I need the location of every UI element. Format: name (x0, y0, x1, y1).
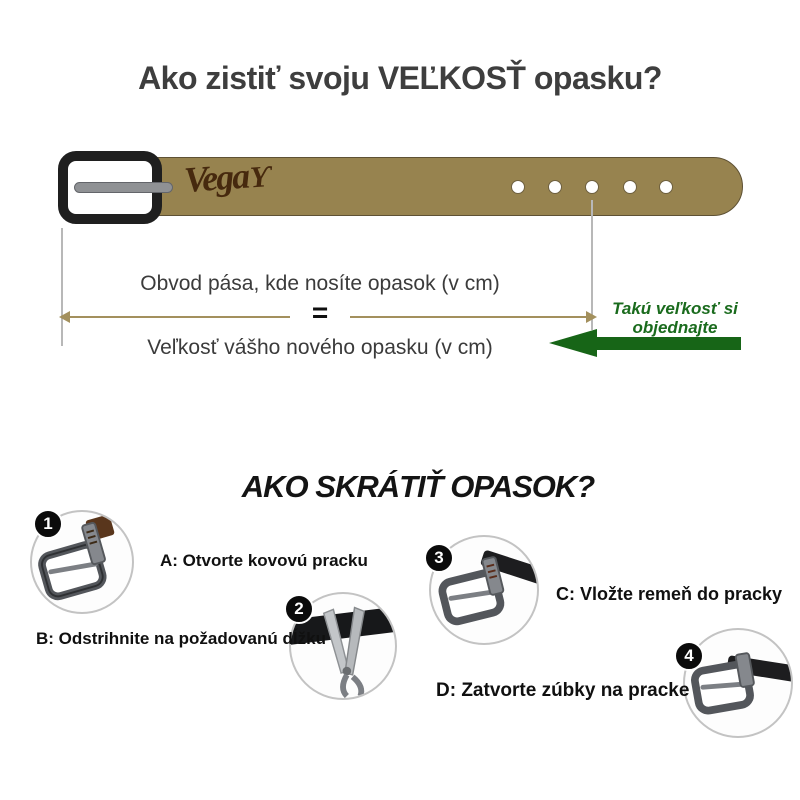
new-belt-size-label: Veľkosť vášho nového opasku (v cm) (147, 336, 493, 359)
order-arrow-icon (597, 337, 741, 350)
buckle-prong-icon (74, 182, 173, 193)
step-label-a: A: Otvorte kovovú pracku (160, 551, 368, 570)
belt-hole (511, 180, 525, 194)
waist-measure-label: Obvod pása, kde nosíte opasok (v cm) (140, 272, 500, 295)
section-title: AKO SKRÁTIŤ OPASOK? (241, 469, 595, 504)
step-number-badge-4: 4 (674, 641, 704, 671)
order-note-line1: Takú veľkosť si (612, 299, 738, 318)
belt-hole (659, 180, 673, 194)
measure-arrow-line (350, 316, 588, 318)
belt-hole (585, 180, 599, 194)
arrowhead-left-icon (59, 311, 70, 323)
order-arrowhead-icon (549, 329, 597, 357)
step-label-d: D: Zatvorte zúbky na pracke (436, 680, 690, 701)
brand-logo (183, 153, 271, 201)
arrowhead-right-icon (586, 311, 597, 323)
step-number-badge-3: 3 (424, 543, 454, 573)
page-title: Ako zistiť svoju VEĽKOSŤ opasku? (138, 60, 662, 96)
belt-hole (548, 180, 562, 194)
belt-hole (623, 180, 637, 194)
step-label-c: C: Vložte remeň do pracky (556, 584, 783, 604)
equals-sign: = (311, 297, 329, 328)
step-number-badge-2: 2 (284, 594, 314, 624)
step-label-b: B: Odstrihnite na požadovanú dĺžku (36, 629, 326, 648)
order-note (600, 299, 750, 337)
measure-arrow-line (66, 316, 290, 318)
step-number-badge-1: 1 (33, 509, 63, 539)
brand-logo-text: Vega (182, 155, 250, 200)
brand-logo-mark: Ƴ (248, 160, 271, 195)
order-note-line2: objednajte (632, 318, 718, 337)
